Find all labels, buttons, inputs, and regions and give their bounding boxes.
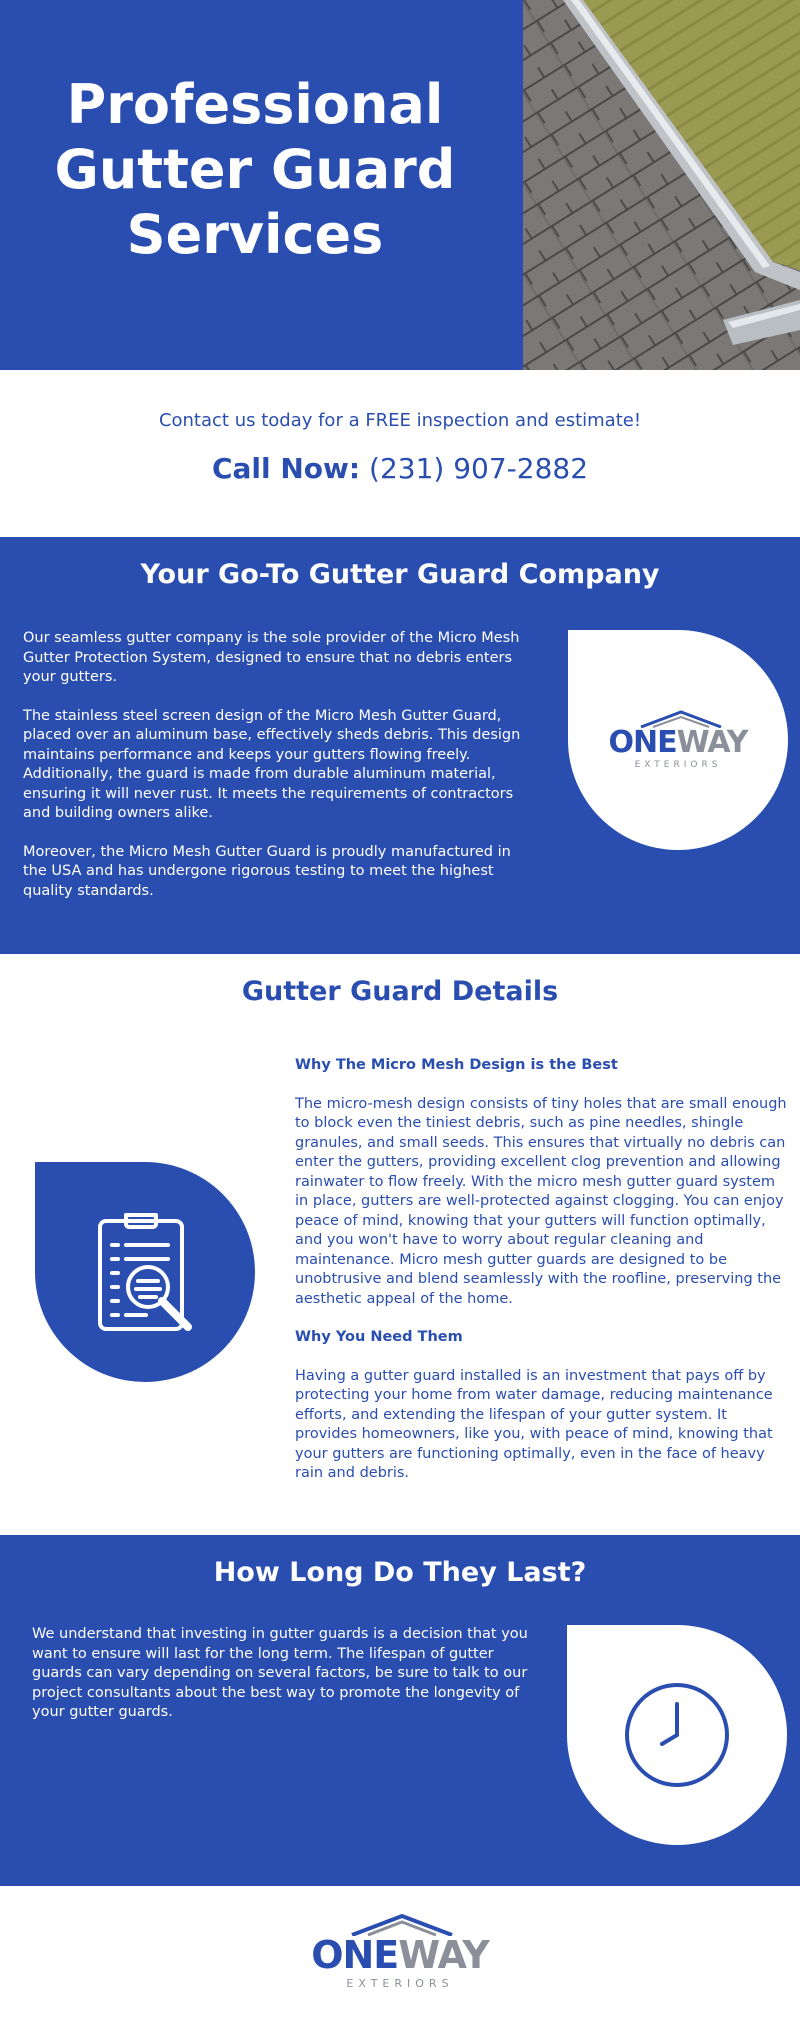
phone-number-link[interactable]: (231) 907-2882 (369, 452, 589, 485)
clock-icon (622, 1680, 732, 1790)
logo-word-one: ONE (608, 725, 677, 760)
details-text (295, 1056, 787, 1503)
logo-word-one: ONE (311, 1933, 399, 1977)
oneway-logo (609, 710, 748, 770)
details-paragraph-micro-mesh: The micro-mesh design consists of tiny holes that are small enough to block even the tiniest debris, such as pine needles, shingle granules, and small seeds. This ensures that virtually no debris can enter the gutters, providing excellent clog prevention and allowing rainwater to flow freely. With the micro mesh gutter guard system in place, gutters are well-protected against clogging. You can enjoy peace of mind, knowing that your gutters will function optimally, and you won't have to worry about regular cleaning and maintenance. Micro mesh gutter guards are designed to be unobtrusive and blend seamlessly with the roofline, preserving the aesthetic appeal of the home. (295, 1095, 787, 1307)
details-heading-need: Why You Need Them (295, 1329, 463, 1345)
details-title: Gutter Guard Details (241, 976, 559, 1007)
clock-bubble (567, 1625, 787, 1845)
logo-word-way: WAY (676, 725, 748, 760)
contact-tagline: Contact us today for a FREE inspection and estimate! (158, 410, 642, 431)
lifespan-paragraph: We understand that investing in gutter guards is a decision that you want to ensure will last for the long term. The lifespan of gutter guards can vary depending on several factors, be sure to talk to our project consultants about the best way to promote the longevity of your gutter guards. (32, 1626, 528, 1720)
company-paragraph: The stainless steel screen design of the Micro Mesh Gutter Guard, placed over an aluminum base, effectively sheds debris. This design maintains performance and keeps your gutters flowing freely. Additionally, the guard is made from durable aluminum material, ensuring it will never rust. It meets the requirements of contractors and building owners alike. (23, 707, 521, 821)
lifespan-section (0, 1535, 800, 1886)
clipboard-magnifier-icon (90, 1207, 200, 1337)
company-paragraph: Moreover, the Micro Mesh Gutter Guard is proudly manufactured in the USA and has undergone rigorous testing to meet the highest quality standards. (23, 843, 511, 899)
details-paragraph-need: Having a gutter guard installed is an investment that pays off by protecting your home from water damage, reducing maintenance efforts, and extending the lifespan of your gutter system. It provides homeowners, like you, with peace of mind, knowing that your gutters are functioning optimally, even in the face of heavy rain and debris. (295, 1367, 773, 1481)
hero-section (0, 0, 800, 370)
company-section (0, 537, 800, 954)
footer (0, 1886, 800, 2017)
company-text (23, 629, 538, 920)
details-section (0, 954, 800, 1535)
call-now-label: Call Now: (211, 452, 361, 485)
company-title: Your Go-To Gutter Guard Company (140, 559, 660, 590)
logo-word-way: WAY (398, 1933, 489, 1977)
contact-section (0, 370, 800, 537)
logo-subtitle: EXTERIORS (346, 1977, 454, 1990)
details-icon-bubble (35, 1162, 255, 1382)
logo-bubble (568, 630, 788, 850)
details-heading-micro-mesh: Why The Micro Mesh Design is the Best (295, 1057, 618, 1073)
hero-title: Professional Gutter Guard Services (54, 73, 456, 266)
footer-oneway-logo[interactable] (311, 1914, 489, 1989)
lifespan-title: How Long Do They Last? (213, 1557, 587, 1588)
roof-gutter-photo (523, 0, 800, 370)
logo-subtitle: EXTERIORS (634, 760, 722, 770)
company-paragraph: Our seamless gutter company is the sole provider of the Micro Mesh Gutter Protection System, designed to ensure that no debris enters your gutters. (23, 630, 520, 685)
call-now-line[interactable] (0, 452, 800, 485)
